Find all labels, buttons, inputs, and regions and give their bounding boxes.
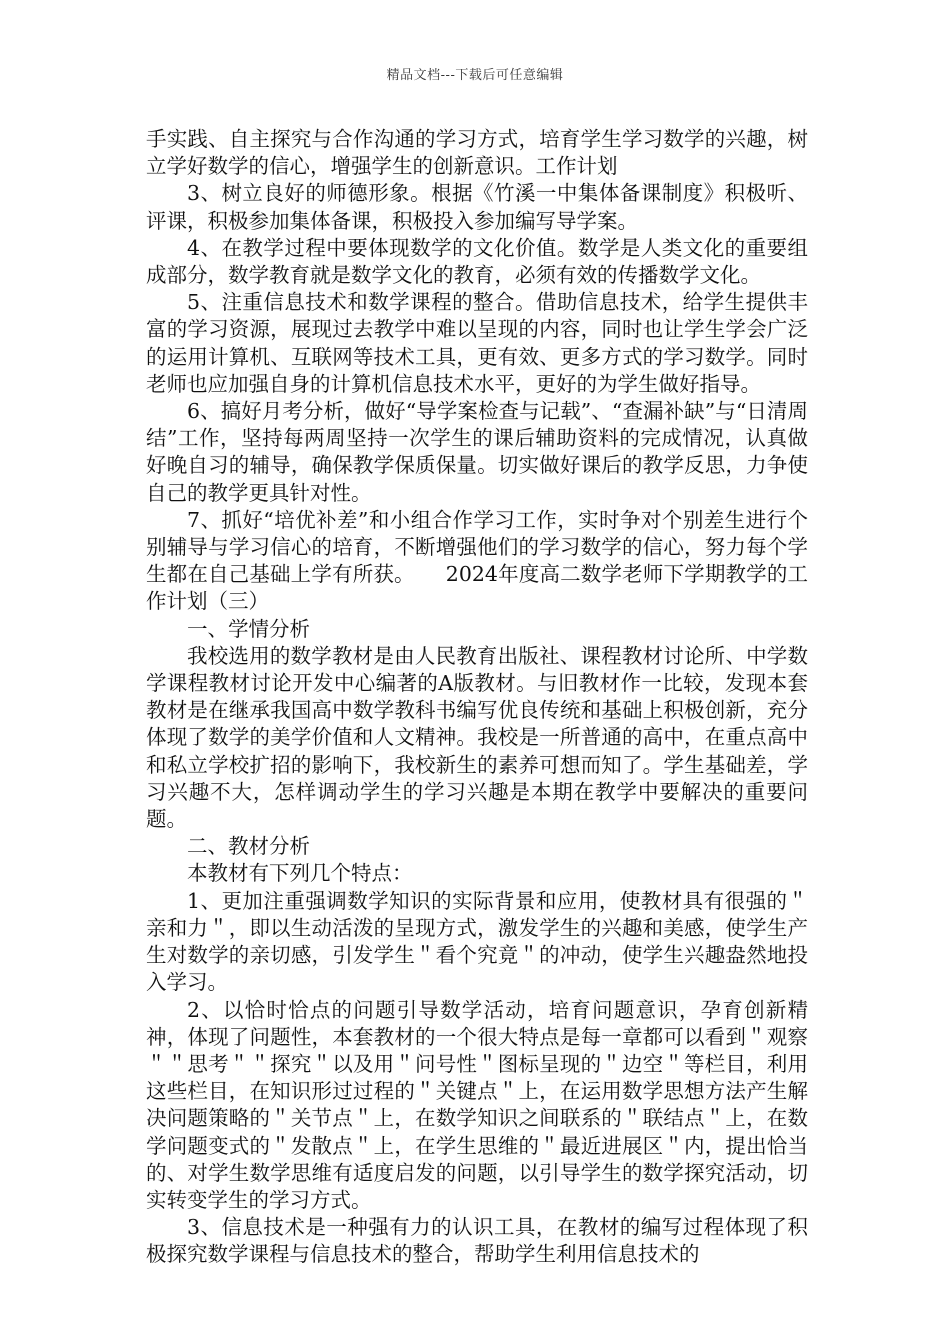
paragraph: 我校选用的数学教材是由人民教育出版社、课程教材讨论所、中学数学课程教材讨论开发中心编著的A版教材。与旧教材作一比较，发现本套教材是在继承我国高中数学教科书编写优良传统和基础上积极创新，充分体现了数学的美学价值和人文精神。我校是一所普通的高中，在重点高中和私立学校扩招的影响下，我校新生的素养可想而知了。学生基础差，学习兴趣不大，怎样调动学生的学习兴趣是本期在教学中要解决的重要问题。 — [146, 643, 808, 832]
paragraph: 2、以恰时恰点的问题引导数学活动，培育问题意识，孕育创新精神，体现了问题性，本套教材的一个很大特点是每一章都可以看到＂观察＂＂思考＂＂探究＂以及用＂问号性＂图标呈现的＂边空＂等栏目，利用这些栏目，在知识形过过程的＂关键点＂上，在运用数学思想方法产生解决问题策略的＂关节点＂上，在数学知识之间联系的＂联结点＂上，在数学问题变式的＂发散点＂上，在学生思维的＂最近进展区＂内，提出恰当的、对学生数学思维有适度启发的问题，以引导学生的数学探究活动，切实转变学生的学习方式。 — [146, 997, 808, 1212]
paragraph: 本教材有下列几个特点： — [187, 861, 413, 886]
section-heading: 一、学情分析 — [187, 616, 310, 641]
paragraph: 3、树立良好的师德形象。根据《竹溪一中集体备课制度》积极听、评课，积极参加集体备课，积极投入参加编写导学案。 — [146, 181, 808, 233]
page-header: 精品文档---下载后可任意编辑 — [386, 68, 564, 83]
paragraph: 5、注重信息技术和数学课程的整合。借助信息技术，给学生提供丰富的学习资源，展现过去教学中难以呈现的内容，同时也让学生学会广泛的运用计算机、互联网等技术工具，更有效、更多方式的学习数学。同时老师也应加强自身的计算机信息技术水平，更好的为学生做好指导。 — [146, 290, 808, 396]
paragraph: 6、搞好月考分析，做好“导学案检查与记载”、“查漏补缺”与“日清周结”工作，坚持每两周坚持一次学生的课后辅助资料的完成情况，认真做好晚自习的辅导，确保教学保质保量。切实做好课后的教学反思，力争使自己的教学更具针对性。 — [146, 399, 808, 505]
section-heading: 二、教材分析 — [187, 834, 310, 859]
paragraph: 手实践、自主探究与合作沟通的学习方式，培育学生学习数学的兴趣，树立学好数学的信心，增强学生的创新意识。工作计划 — [146, 127, 808, 179]
document-body — [146, 126, 808, 1269]
paragraph: 1、更加注重强调数学知识的实际背景和应用，使教材具有很强的＂亲和力＂，即以生动活泼的呈现方式，激发学生的兴趣和美感，使学生产生对数学的亲切感，引发学生＂看个究竟＂的冲动，使学生兴趣盎然地投入学习。 — [146, 888, 808, 995]
paragraph: 4、在教学过程中要体现数学的文化价值。数学是人类文化的重要组成部分，数学教育就是数学文化的教育，必须有效的传播数学文化。 — [146, 235, 808, 288]
paragraph: 3、信息技术是一种强有力的认识工具，在教材的编写过程体现了积极探究数学课程与信息技术的整合，帮助学生利用信息技术的 — [146, 1215, 808, 1267]
paragraph: 7、抓好“培优补差”和小组合作学习工作，实时争对个别差生进行个别辅导与学习信心的培育，不断增强他们的学习数学的信心，努力每个学生都在自己基础上学有所获。 2024年度高二数学老师下学期教学的工作计划（三） — [146, 507, 808, 614]
